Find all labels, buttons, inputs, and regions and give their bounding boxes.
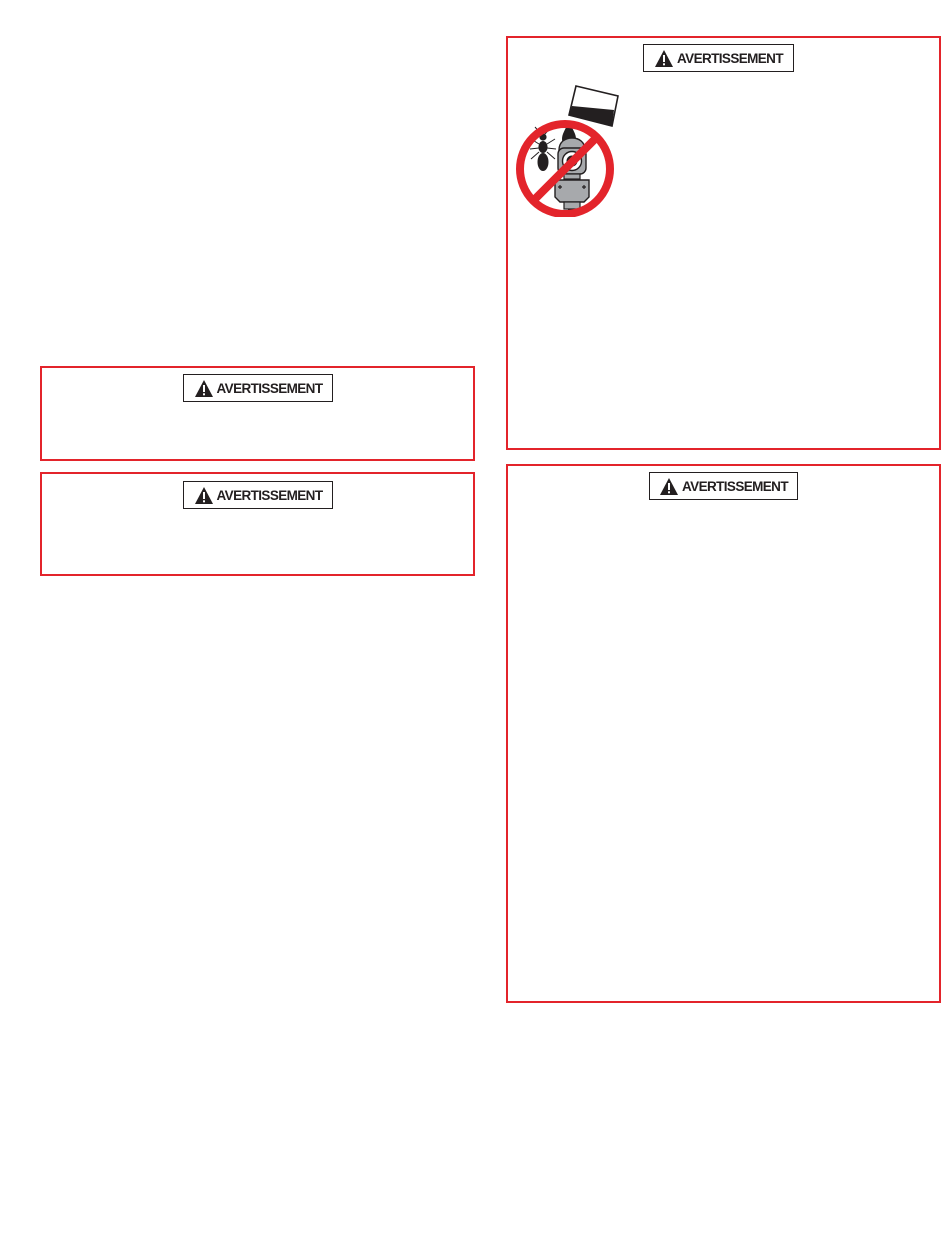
warning-triangle-icon — [659, 477, 679, 496]
warning-box-3 — [506, 36, 941, 450]
warning-box-2 — [40, 472, 475, 576]
warning-label — [183, 374, 333, 402]
no-contaminants-in-valve-icon — [514, 82, 622, 217]
warning-label — [649, 472, 798, 500]
warning-label-text: AVERTISSEMENT — [677, 50, 783, 66]
pouring-container-icon — [569, 86, 618, 126]
warning-triangle-icon — [194, 486, 214, 505]
warning-triangle-icon — [654, 49, 674, 68]
warning-label-text: AVERTISSEMENT — [682, 478, 788, 494]
warning-label-text: AVERTISSEMENT — [216, 487, 323, 503]
warning-label — [643, 44, 794, 72]
warning-label — [183, 481, 333, 509]
warning-label-text: AVERTISSEMENT — [216, 380, 323, 396]
warning-box-1 — [40, 366, 475, 461]
warning-triangle-icon — [194, 379, 214, 398]
warning-box-4 — [506, 464, 941, 1003]
